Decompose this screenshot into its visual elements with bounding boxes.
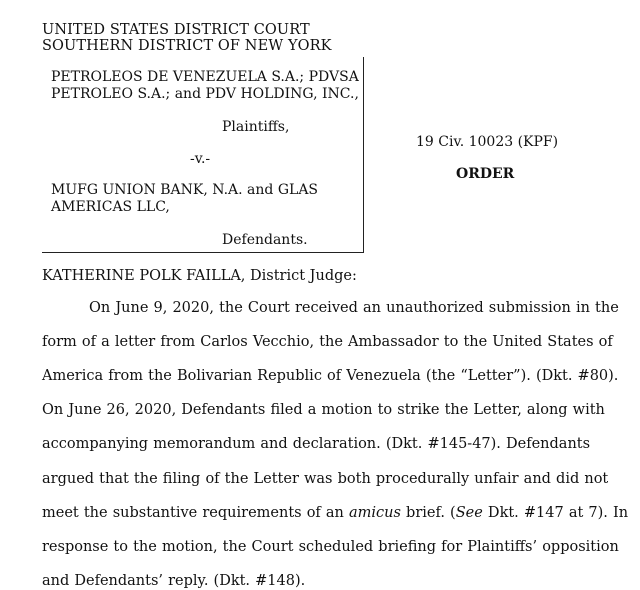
see-signal-italic: See	[455, 505, 483, 521]
paragraph-line-2: form of a letter from Carlos Vecchio, the Ambassador to the United States of	[42, 334, 613, 350]
amicus-italic: amicus	[349, 505, 401, 521]
document-title: ORDER	[456, 166, 515, 182]
plaintiffs-label: Plaintiffs,	[222, 119, 290, 135]
court-name-line1: UNITED STATES DISTRICT COURT	[42, 22, 310, 38]
paragraph-line-3: America from the Bolivarian Republic of Venezuela (the “Letter”). (Dkt. #80).	[42, 368, 619, 384]
plaintiffs-names-line1: PETROLEOS DE VENEZUELA S.A.; PDVSA	[51, 69, 359, 85]
defendants-names-line1: MUFG UNION BANK, N.A. and GLAS	[51, 182, 319, 198]
plaintiffs-names-line2: PETROLEO S.A.; and PDV HOLDING, INC.,	[51, 86, 359, 102]
paragraph-line-6: argued that the filing of the Letter was both procedurally unfair and did not	[42, 471, 609, 487]
line-7-part-1: meet the substantive requirements of an	[42, 505, 349, 521]
defendants-label: Defendants.	[222, 232, 308, 248]
paragraph-line-8: response to the motion, the Court scheduled briefing for Plaintiffs’ opposition	[42, 539, 619, 555]
case-number: 19 Civ. 10023 (KPF)	[416, 134, 559, 150]
versus-label: -v.-	[190, 151, 211, 167]
court-name-line2: SOUTHERN DISTRICT OF NEW YORK	[42, 38, 332, 54]
judge-line: KATHERINE POLK FAILLA, District Judge:	[42, 268, 357, 284]
paragraph-line-7	[42, 505, 628, 522]
paragraph-line-4: On June 26, 2020, Defendants filed a motion to strike the Letter, along with	[42, 402, 605, 418]
paragraph-line-5: accompanying memorandum and declaration. (Dkt. #145-47). Defendants	[42, 436, 591, 452]
paragraph-line-9: and Defendants’ reply. (Dkt. #148).	[42, 573, 306, 589]
line-7-part-3: Dkt. #147 at 7). In	[482, 505, 629, 521]
paragraph-line-1: On June 9, 2020, the Court received an unauthorized submission in the	[89, 300, 619, 316]
line-7-part-2: brief. (	[400, 505, 456, 521]
defendants-names-line2: AMERICAS LLC,	[51, 199, 170, 215]
